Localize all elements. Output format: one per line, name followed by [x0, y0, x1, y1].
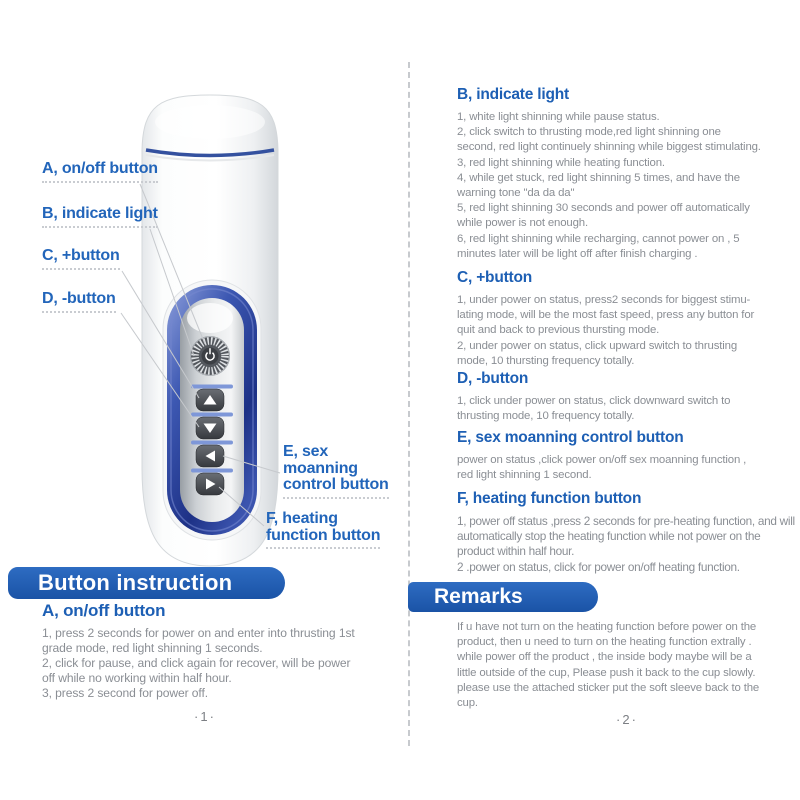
section-indicate-light: [457, 86, 800, 262]
text-line: while power off the product , the inside body maybe will be a: [457, 651, 752, 664]
section-body: [457, 394, 800, 424]
page-number-2: ·2·: [616, 712, 638, 727]
callout-d-label: [42, 291, 116, 308]
text-line: 3, red light shinning while heating function.: [457, 156, 665, 169]
callout-b-text: B, indicate light: [42, 205, 158, 228]
callout-a-label: [42, 161, 158, 178]
text-line: 1, under power on status, press2 seconds for biggest stimu-: [457, 294, 751, 306]
text-line: 3, press 2 second for power off.: [42, 686, 208, 700]
text-line: cup.: [457, 697, 478, 710]
text-line: grade mode, red light shinning 1 seconds.: [42, 641, 263, 655]
text-line: second, red light continuely shinning while biggest stimulating.: [457, 141, 761, 154]
section-title: E, sex moanning control button: [457, 429, 684, 446]
callout-e-label: [283, 444, 389, 499]
section-on-off-button: [42, 601, 404, 701]
section-title: C, +button: [457, 269, 533, 286]
callout-a-text: A, on/off button: [42, 160, 158, 183]
text-line: 2, click for pause, and click again for recover, will be power: [42, 656, 351, 670]
callout-d-text: D, -button: [42, 290, 116, 313]
section-minus-button: [457, 370, 800, 424]
text-line: thrusting mode, 10 frequency totally.: [457, 410, 635, 423]
text-line: please use the attached sticker put the soft sleeve back to the: [457, 681, 760, 694]
section-title: F, heating function button: [457, 490, 642, 507]
section-body: [457, 453, 800, 483]
section-body: [457, 293, 800, 369]
device-top-highlight: [155, 105, 265, 139]
remarks-body: [457, 620, 800, 711]
text-line: 1, white light shinning while pause status.: [457, 111, 660, 123]
text-line: 2 .power on status, click for power on/off heating function.: [457, 559, 740, 574]
text-line: 1, press 2 seconds for power on and enter into thrusting 1st: [42, 626, 355, 640]
text-line: mode, 10 thursting frequency totally.: [457, 354, 635, 367]
text-line: quit and back to previous thursting mode.: [457, 324, 660, 337]
callout-e-line: E, sex: [283, 443, 329, 460]
section-body: [457, 110, 800, 262]
section-body: [457, 514, 800, 575]
callout-e-line: control button: [283, 477, 389, 499]
section-title: B, indicate light: [457, 86, 569, 103]
text-line: 2, click switch to thrusting mode,red light shinning one: [457, 126, 721, 139]
text-line: off while no working within half hour.: [42, 671, 232, 685]
text-line: while power is not enough.: [457, 217, 588, 230]
text-line: minutes later will be light off after finish charging .: [457, 247, 698, 260]
text-line: 5, red light shinning 30 seconds and power off automatically: [457, 202, 750, 215]
power-button: [190, 336, 229, 375]
section-plus-button: [457, 269, 800, 369]
text-line: little outside of the cup, Please push it back to the cup slowly.: [457, 666, 756, 679]
section-title: D, -button: [457, 370, 529, 387]
section-title: A, on/off button: [42, 601, 166, 620]
text-line: red light shinning 1 second.: [457, 469, 592, 482]
callout-e-line: moanning: [283, 459, 358, 477]
page-number-1: ·1·: [194, 709, 216, 724]
remarks-ribbon: Remarks: [408, 582, 598, 612]
text-line: 6, red light shinning while recharging, cannot power on , 5: [457, 232, 740, 245]
text-line: 1, power off status ,press 2 seconds for pre-heating function, and will automatically stop the heating function while not power on the product within half hour.: [457, 514, 795, 559]
text-line: warning tone "da da da": [457, 187, 575, 200]
callout-c-text: C, +button: [42, 247, 120, 270]
button-instruction-ribbon: Button instruction: [8, 567, 285, 599]
section-body: [42, 626, 404, 701]
text-line: power on status ,click power on/off sex moanning function ,: [457, 454, 747, 466]
callout-f-label: [266, 511, 380, 549]
callout-b-label: [42, 206, 158, 223]
section-heating-function-button: [457, 490, 800, 575]
text-line: lating mode, will be the most fast speed, press any button for: [457, 309, 755, 322]
text-line: 1, click under power on status, click downward switch to: [457, 395, 731, 407]
text-line: If u have not turn on the heating function before power on the: [457, 621, 757, 633]
callout-f-line: F, heating: [266, 510, 338, 527]
text-line: 2, under power on status, click upward switch to thrusting: [457, 339, 738, 352]
text-line: 4, while get stuck, red light shinning 5 times, and have the: [457, 171, 740, 184]
text-line: product, then u need to turn on the heating function extrally .: [457, 636, 752, 649]
section-moaning-control-button: [457, 429, 800, 483]
callout-c-label: [42, 248, 120, 265]
callout-f-line: function button: [266, 528, 380, 550]
page-divider: [408, 62, 410, 746]
